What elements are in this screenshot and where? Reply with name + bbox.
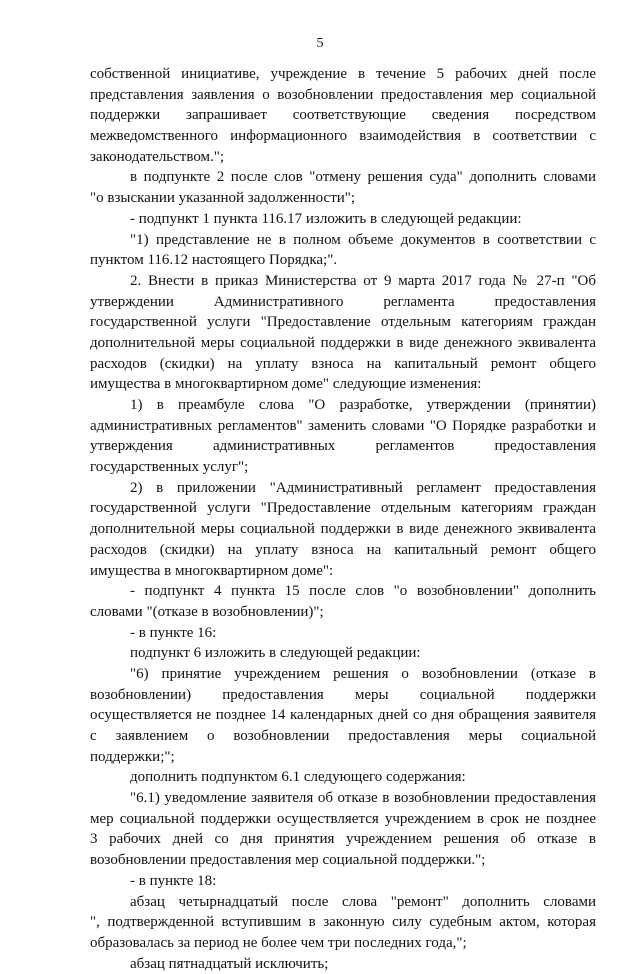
text-line: "о взыскании указанной задолженности"; [90, 190, 356, 207]
document-body [90, 64, 596, 974]
text-line: пунктом 116.12 настоящего Порядка;". [90, 252, 338, 269]
text-line: государственной услуги "Предоставление отдельным категориям граждан [90, 500, 596, 517]
text-line: 2. Внести в приказ Министерства от 9 марта 2017 года № 27-п "Об [130, 272, 596, 289]
text-line: 3 рабочих дней со дня принятия учреждением решения об отказе в [90, 831, 596, 848]
text-line: утверждении Административного регламента предоставления [90, 293, 596, 310]
text-line: осуществляется не позднее 14 календарных дней со дня обращения заявителя [90, 707, 596, 724]
text-line: абзац четырнадцатый после слова "ремонт" дополнить словами [130, 893, 596, 910]
text-line: 2) в приложении "Административный регламент предоставления [130, 479, 596, 496]
text-line: с заявлением о возобновлении предоставления меры социальной [90, 728, 596, 744]
text-line: государственных услуг"; [90, 459, 249, 476]
text-line: дополнительной меры социальной поддержки в виде денежного эквивалента [90, 521, 596, 538]
text-line: - подпункт 4 пункта 15 после слов "о возобновлении" дополнить [130, 583, 596, 600]
text-line: поддержки запрашивает соответствующие сведения посредством [90, 107, 596, 124]
text-line: собственной инициативе, учреждение в течение 5 рабочих дней после [90, 66, 596, 82]
text-line: возобновлении предоставления мер социальной поддержки."; [90, 852, 486, 869]
text-line: имущества в многоквартирном доме" следующие изменения: [90, 376, 482, 393]
text-line: 1) в преамбуле слова "О разработке, утверждении (принятии) [130, 397, 596, 413]
text-line: - в пункте 16: [130, 624, 217, 641]
text-line: государственной услуги "Предоставление отдельным категориям граждан [90, 314, 596, 331]
text-line: утверждения административных регламентов предоставления [90, 438, 596, 455]
text-line: дополнительной меры социальной поддержки в виде денежного эквивалента [90, 334, 596, 351]
text-line: словами "(отказе в возобновлении)"; [90, 603, 324, 620]
text-line: поддержки;"; [90, 748, 175, 765]
text-line: ", подтвержденной вступившим в законную силу судебным актом, которая [90, 914, 596, 931]
text-line: мер социальной поддержки осуществляется учреждением в срок не позднее [90, 810, 596, 827]
text-line: расходов (скидки) на уплату взноса на капитальный ремонт общего [90, 355, 596, 372]
text-line: абзац пятнадцатый исключить; [130, 955, 329, 972]
page-number: 5 [316, 36, 324, 51]
text-line: возобновлении) предоставления меры социальной поддержки [90, 686, 596, 703]
text-line: имущества в многоквартирном доме": [90, 562, 334, 579]
text-line: образовалась за период не более чем три последних года,"; [90, 934, 467, 951]
text-line: расходов (скидки) на уплату взноса на капитальный ремонт общего [90, 541, 596, 558]
text-line: представления заявления о возобновлении предоставления мер социальной [90, 86, 596, 103]
text-line: - в пункте 18: [130, 872, 217, 889]
text-line: межведомственного информационного взаимодействия в соответствии с [90, 128, 596, 145]
text-line: "1) представление не в полном объеме документов в соответствии с [130, 231, 596, 248]
text-line: дополнить подпунктом 6.1 следующего содержания: [130, 769, 466, 786]
text-line: подпункт 6 изложить в следующей редакции: [130, 645, 421, 662]
text-line: законодательством."; [90, 148, 225, 165]
text-line: "6.1) уведомление заявителя об отказе в возобновлении предоставления [130, 790, 596, 807]
text-line: административных регламентов" заменить словами "О Порядке разработки и [90, 417, 596, 434]
text-line: "6) принятие учреждением решения о возобновлении (отказе в [130, 665, 596, 682]
text-line: в подпункте 2 после слов "отмену решения суда" дополнить словами [130, 169, 596, 186]
text-line: - подпункт 1 пункта 116.17 изложить в следующей редакции: [130, 210, 522, 227]
